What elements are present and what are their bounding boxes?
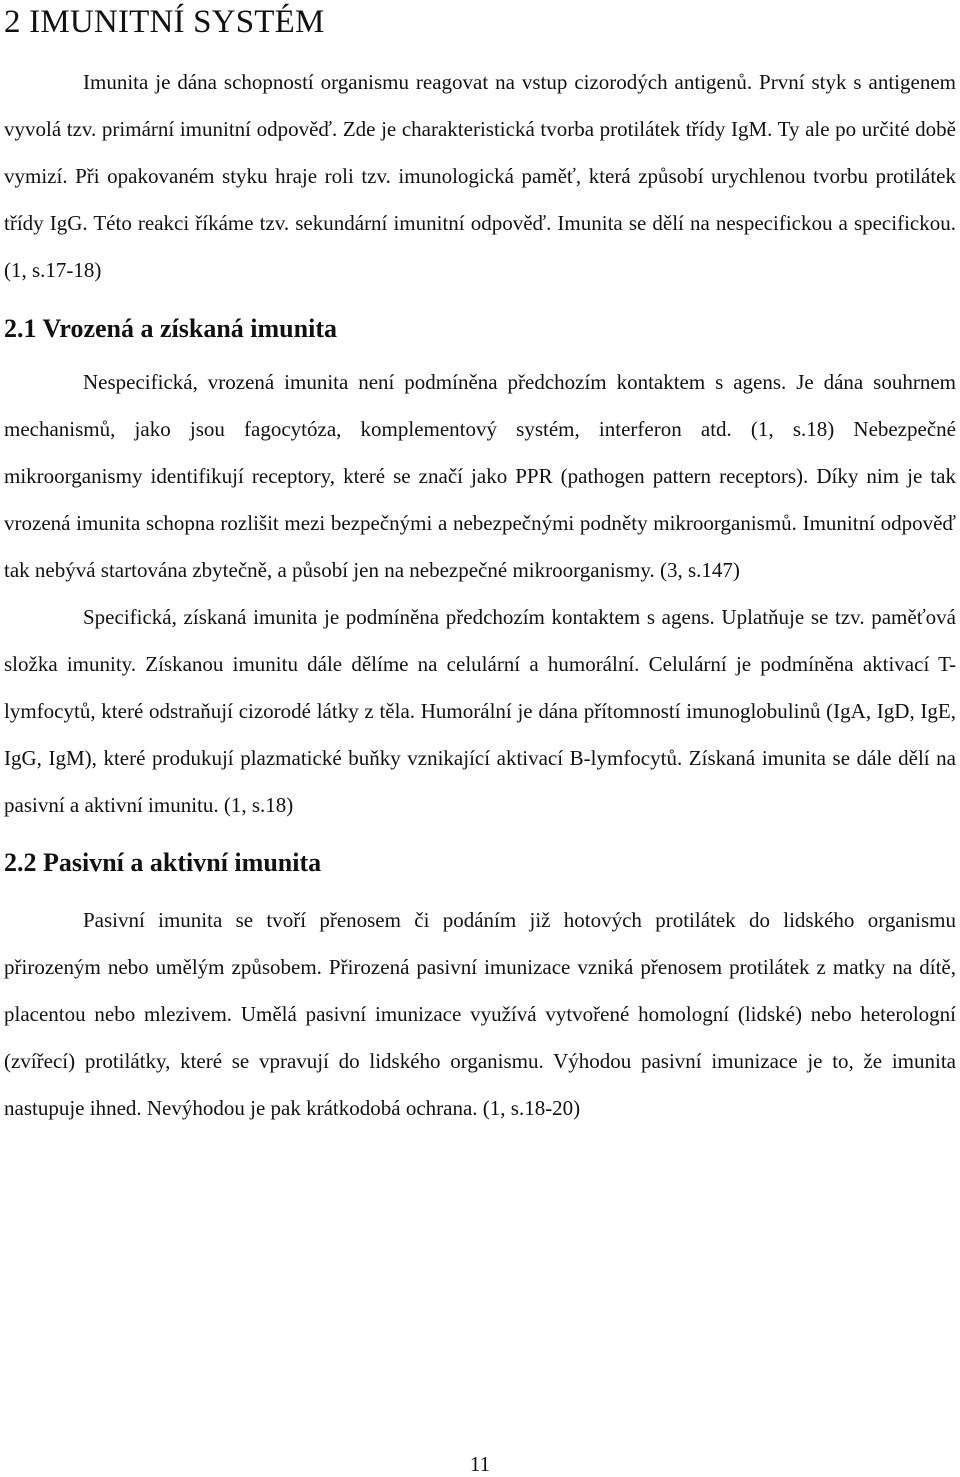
section-heading-2-2: 2.2 Pasivní a aktivní imunita <box>4 848 322 877</box>
section-heading-2-1: 2.1 Vrozená a získaná imunita <box>4 314 337 343</box>
chapter-title: 2 IMUNITNÍ SYSTÉM <box>4 4 325 40</box>
section-2-2-paragraph-1: Pasivní imunita se tvoří přenosem či podáním již hotových protilátek do lidského organismu přirozeným nebo umělým způsobem. Přirozená pasivní imunizace vzniká přenosem protilátek z matky na dítě, placentou nebo mlezivem. Umělá pasivní imunizace využívá vytvořené homologní (lidské) nebo heterologní (zvířecí) protilátky, které se vpravují do lidského organismu. Výhodou pasivní imunizace je to, že imunita nastupuje ihned. Nevýhodou je pak krátkodobá ochrana. (1, s.18-20) <box>4 908 956 1120</box>
chapter-intro-paragraph: Imunita je dána schopností organismu reagovat na vstup cizorodých antigenů. První styk s antigenem vyvolá tzv. primární imunitní odpověď. Zde je charakteristická tvorba protilátek třídy IgM. Ty ale po určité době vymizí. Při opakovaném styku hraje roli tzv. imunologická paměť, která způsobí urychlenou tvorbu protilátek třídy IgG. Této reakci říkáme tzv. sekundární imunitní odpověď. Imunita se dělí na nespecifickou a specifickou. (1, s.17-18) <box>4 70 956 282</box>
page-number: 11 <box>469 1452 491 1476</box>
section-2-1-paragraph-1: Nespecifická, vrozená imunita není podmíněna předchozím kontaktem s agens. Je dána souhrnem mechanismů, jako jsou fagocytóza, komplementový systém, interferon atd. (1, s.18) Nebezpečné mikroorganismy identifikují receptory, které se značí jako PPR (pathogen pattern receptors). Díky nim je tak vrozená imunita schopna rozlišit mezi bezpečnými a nebezpečnými podněty mikroorganismů. Imunitní odpověď tak nebývá startována zbytečně, a působí jen na nebezpečné mikroorganismy. (3, s.147) <box>4 370 956 582</box>
section-2-1-paragraph-2: Specifická, získaná imunita je podmíněna předchozím kontaktem s agens. Uplatňuje se tzv. paměťová složka imunity. Získanou imunitu dále dělíme na celulární a humorální. Celulární je podmíněna aktivací T-lymfocytů, které odstraňují cizorodé látky z těla. Humorální je dána přítomností imunoglobulinů (IgA, IgD, IgE, IgG, IgM), které produkují plazmatické buňky vznikající aktivací B-lymfocytů. Získaná imunita se dále dělí na pasivní a aktivní imunitu. (1, s.18) <box>4 605 956 817</box>
document-page <box>4 0 956 1132</box>
